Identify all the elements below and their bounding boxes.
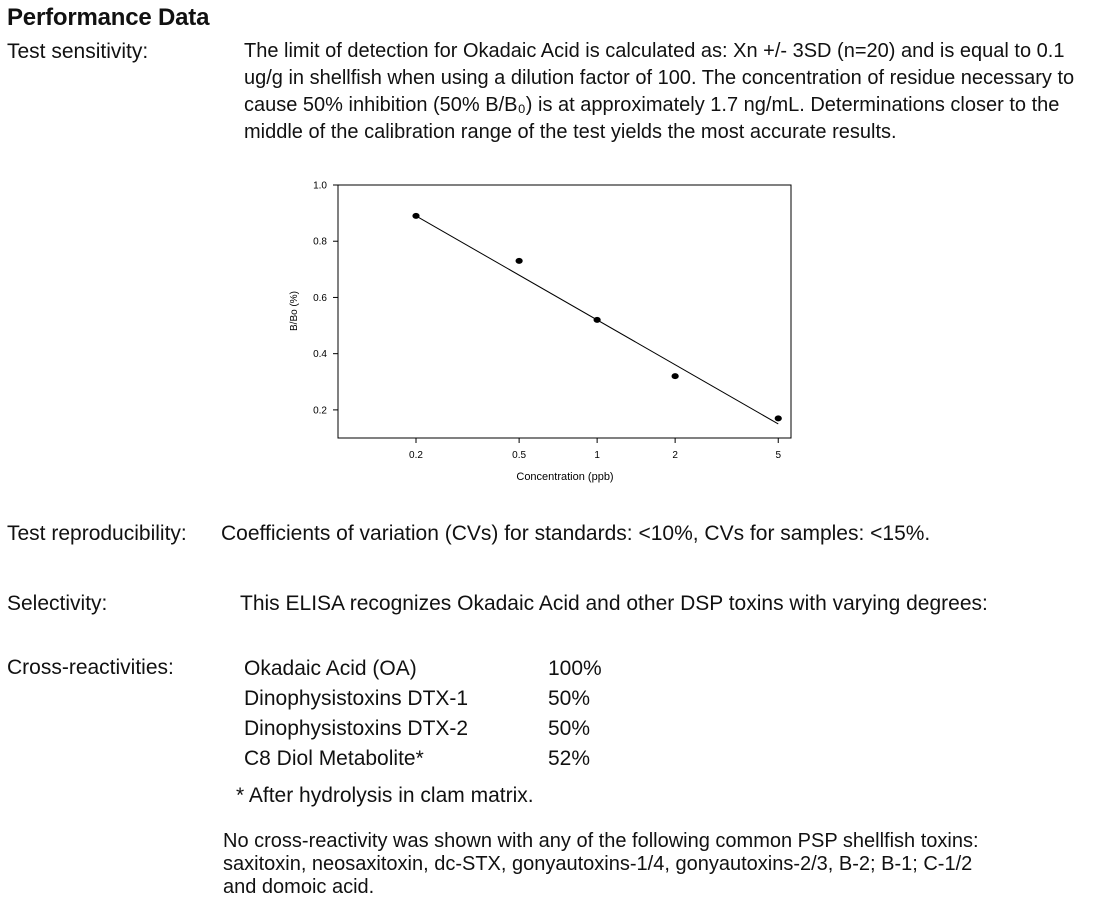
reproducibility-text: Coefficients of variation (CVs) for standards: <10%, CVs for samples: <15%.	[221, 522, 931, 545]
cross-reactivities-label: Cross-reactivities:	[7, 656, 174, 679]
no-cross-line: saxitoxin, neosaxitoxin, dc-STX, gonyautoxins-1/4, gonyautoxins-2/3, B-2; B-1; C-1/2	[223, 853, 973, 875]
x-tick-label: 0.2	[409, 450, 423, 461]
toxin-value: 100%	[548, 657, 602, 680]
y-tick-label: 0.8	[313, 236, 327, 248]
footnote: * After hydrolysis in clam matrix.	[236, 784, 534, 807]
sensitivity-line: cause 50% inhibition (50% B/B₀) is at approximately 1.7 ng/mL. Determinations closer to the	[244, 94, 1060, 116]
data-point	[672, 373, 679, 379]
selectivity-label: Selectivity:	[7, 592, 108, 615]
reproducibility-label: Test reproducibility:	[7, 522, 187, 545]
data-point	[775, 415, 782, 421]
x-tick-label: 0.5	[512, 450, 527, 461]
calibration-chart	[270, 170, 810, 490]
sensitivity-line: The limit of detection for Okadaic Acid is calculated as: Xn +/- 3SD (n=20) and is equal to 0.1	[244, 40, 1065, 62]
toxin-value: 50%	[548, 717, 591, 740]
x-tick-label: 1	[594, 450, 600, 461]
table-row	[244, 654, 602, 684]
data-point	[412, 213, 419, 219]
y-tick-label: 0.6	[313, 292, 327, 304]
table-row	[244, 744, 602, 774]
table-row	[244, 684, 602, 714]
x-tick-label: 2	[672, 450, 678, 461]
y-axis-label: B/Bo (%)	[289, 290, 300, 332]
x-tick-label: 5	[775, 450, 782, 461]
y-tick-label: 0.2	[313, 405, 327, 417]
no-cross-reactivity-text	[223, 830, 1093, 899]
y-axis	[313, 181, 338, 417]
toxin-name: Okadaic Acid (OA)	[244, 657, 417, 680]
data-points	[412, 213, 781, 421]
toxin-name: Dinophysistoxins DTX-2	[244, 717, 469, 740]
x-axis	[409, 438, 781, 461]
sensitivity-label: Test sensitivity:	[7, 40, 149, 63]
toxin-name: C8 Diol Metabolite*	[244, 747, 424, 770]
no-cross-line: No cross-reactivity was shown with any of the following common PSP shellfish toxins:	[223, 830, 979, 852]
data-point	[516, 258, 523, 264]
cross-reactivity-table	[244, 654, 602, 774]
toxin-value: 52%	[548, 747, 591, 770]
y-tick-label: 1.0	[313, 180, 327, 192]
no-cross-line: and domoic acid.	[223, 876, 375, 898]
table-row	[244, 714, 602, 744]
data-point	[594, 317, 601, 323]
toxin-name: Dinophysistoxins DTX-1	[244, 687, 469, 710]
y-tick-label: 0.4	[313, 349, 327, 361]
sensitivity-text	[244, 38, 1094, 146]
page-heading: Performance Data	[7, 4, 210, 31]
plot-frame	[338, 185, 791, 438]
toxin-value: 50%	[548, 687, 591, 710]
x-axis-label: Concentration (ppb)	[516, 471, 614, 483]
sensitivity-line: middle of the calibration range of the test yields the most accurate results.	[244, 121, 897, 143]
sensitivity-line: ug/g in shellfish when using a dilution factor of 100. The concentration of residue necessary to	[244, 67, 1075, 89]
selectivity-text: This ELISA recognizes Okadaic Acid and other DSP toxins with varying degrees:	[240, 592, 988, 615]
